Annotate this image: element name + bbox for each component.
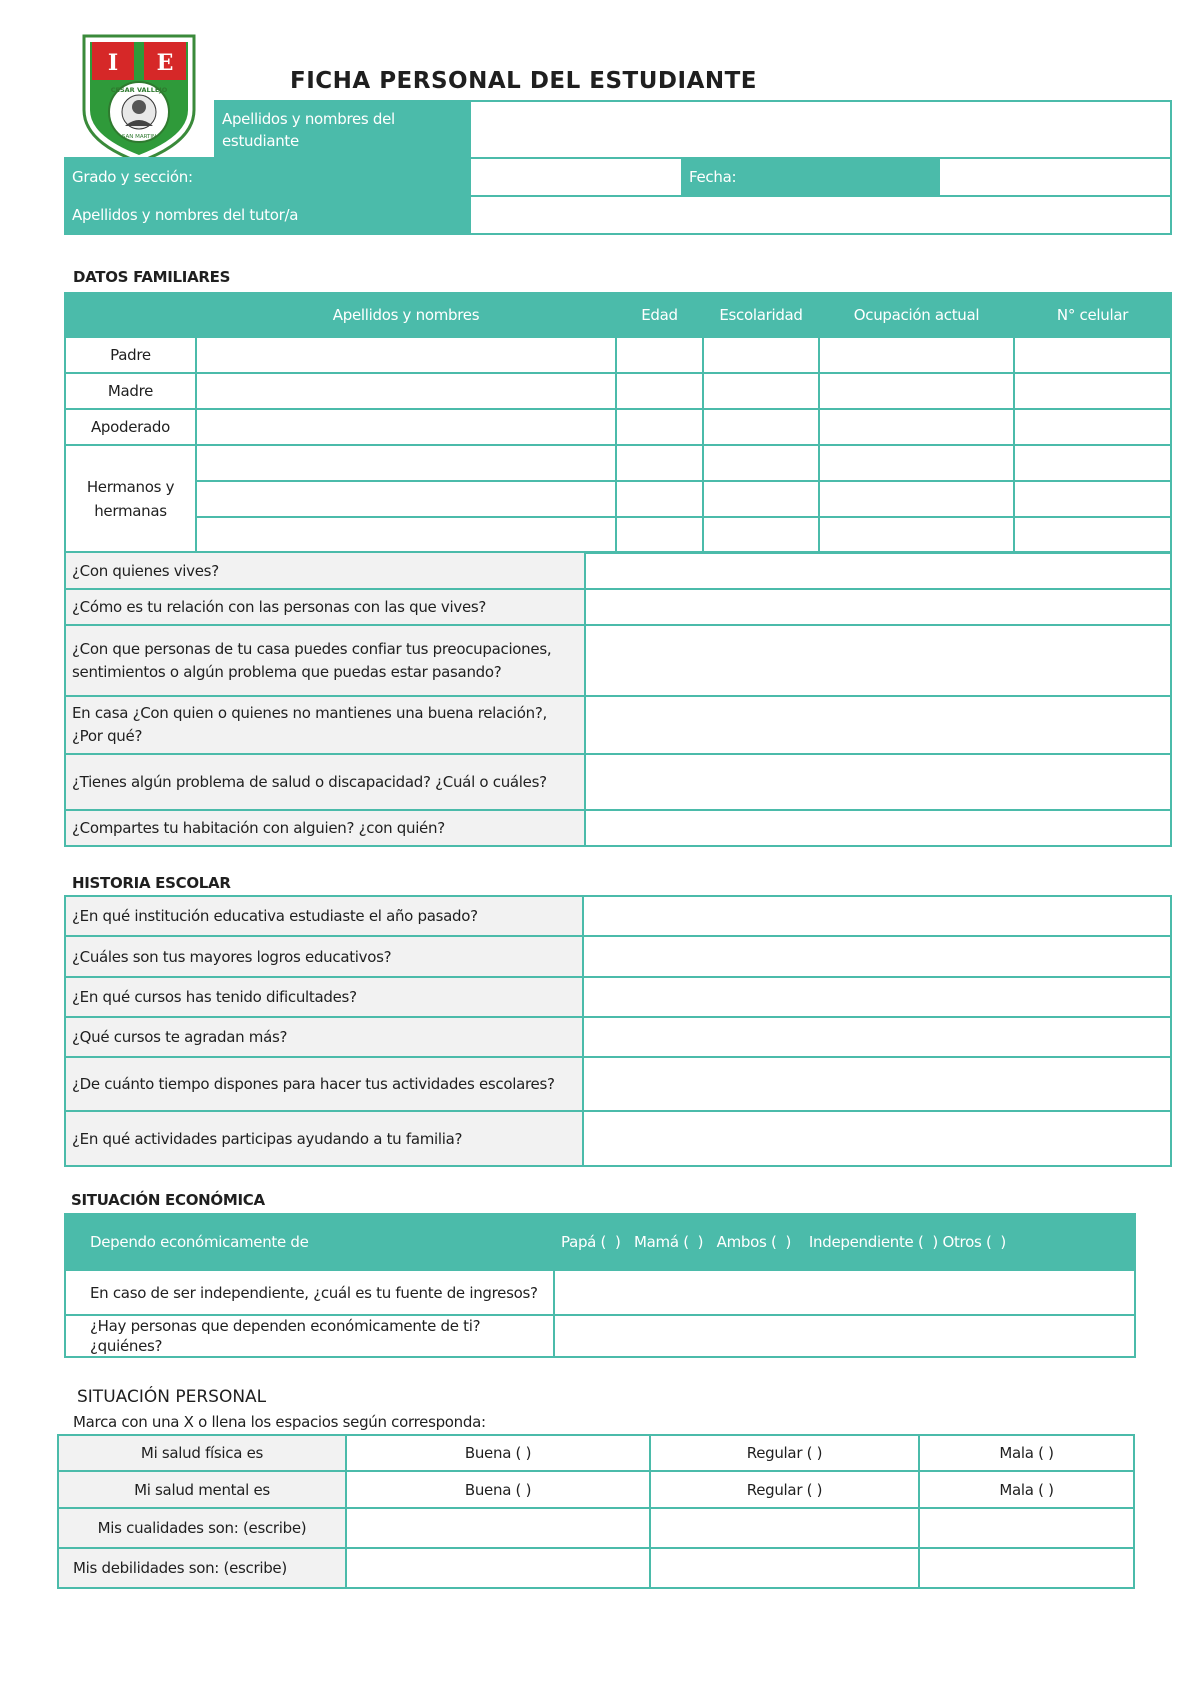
history-answer[interactable] bbox=[583, 1017, 1171, 1057]
grade-label: Grado y sección: bbox=[65, 158, 470, 196]
student-name-label: Apellidos y nombres del estudiante bbox=[215, 101, 470, 158]
guardian-schooling[interactable] bbox=[703, 409, 819, 445]
svg-text:I: I bbox=[107, 50, 119, 76]
qualities-field-3[interactable] bbox=[919, 1508, 1134, 1548]
family-table bbox=[64, 292, 1172, 554]
family-question: ¿Cómo es tu relación con las personas con las que vives? bbox=[65, 589, 585, 625]
sibling3-occupation[interactable] bbox=[819, 517, 1014, 553]
income-answer[interactable] bbox=[554, 1270, 1135, 1315]
economic-table bbox=[64, 1213, 1136, 1358]
physical-bad-option[interactable]: Mala ( ) bbox=[919, 1435, 1134, 1471]
history-question: ¿Cuáles son tus mayores logros educativos? bbox=[65, 936, 583, 977]
weaknesses-label: Mis debilidades son: (escribe) bbox=[58, 1548, 346, 1588]
mother-name[interactable] bbox=[196, 373, 616, 409]
sibling1-name[interactable] bbox=[196, 445, 616, 481]
row-mother-label: Madre bbox=[65, 373, 196, 409]
history-question: ¿En qué actividades participas ayudando a tu familia? bbox=[65, 1111, 583, 1166]
mother-age[interactable] bbox=[616, 373, 703, 409]
sibling1-age[interactable] bbox=[616, 445, 703, 481]
family-answer[interactable] bbox=[585, 810, 1171, 846]
physical-regular-option[interactable]: Regular ( ) bbox=[650, 1435, 919, 1471]
family-answer[interactable] bbox=[585, 589, 1171, 625]
history-answer[interactable] bbox=[583, 1057, 1171, 1111]
history-question: ¿En qué institución educativa estudiaste el año pasado? bbox=[65, 896, 583, 936]
sibling2-age[interactable] bbox=[616, 481, 703, 517]
physical-good-option[interactable]: Buena ( ) bbox=[346, 1435, 650, 1471]
student-header-table bbox=[64, 100, 1172, 235]
grade-field[interactable] bbox=[470, 158, 682, 196]
father-name[interactable] bbox=[196, 337, 616, 373]
qualities-field-1[interactable] bbox=[346, 1508, 650, 1548]
history-answer[interactable] bbox=[583, 936, 1171, 977]
sibling3-name[interactable] bbox=[196, 517, 616, 553]
family-answer[interactable] bbox=[585, 552, 1171, 589]
page-title: FICHA PERSONAL DEL ESTUDIANTE bbox=[290, 68, 758, 94]
guardian-age[interactable] bbox=[616, 409, 703, 445]
family-questions-table bbox=[64, 551, 1172, 847]
mental-bad-option[interactable]: Mala ( ) bbox=[919, 1471, 1134, 1508]
history-answer[interactable] bbox=[583, 977, 1171, 1017]
sibling3-phone[interactable] bbox=[1014, 517, 1171, 553]
school-history-heading: HISTORIA ESCOLAR bbox=[72, 874, 231, 892]
logo-cell bbox=[65, 101, 215, 158]
history-question: ¿En qué cursos has tenido dificultades? bbox=[65, 977, 583, 1017]
row-siblings-label: Hermanos y hermanas bbox=[65, 445, 196, 553]
qualities-field-2[interactable] bbox=[650, 1508, 919, 1548]
father-phone[interactable] bbox=[1014, 337, 1171, 373]
family-corner-cell bbox=[65, 293, 196, 337]
history-question: ¿De cuánto tiempo dispones para hacer tus actividades escolares? bbox=[65, 1057, 583, 1111]
date-label: Fecha: bbox=[682, 158, 939, 196]
qualities-label: Mis cualidades son: (escribe) bbox=[58, 1508, 346, 1548]
col-occupation: Ocupación actual bbox=[819, 293, 1014, 337]
svg-text:SAN MARTIN: SAN MARTIN bbox=[121, 134, 157, 140]
col-phone: N° celular bbox=[1014, 293, 1171, 337]
father-age[interactable] bbox=[616, 337, 703, 373]
economic-heading: SITUACIÓN ECONÓMICA bbox=[71, 1191, 265, 1209]
weaknesses-field-2[interactable] bbox=[650, 1548, 919, 1588]
income-question: En caso de ser independiente, ¿cuál es tu fuente de ingresos? bbox=[65, 1270, 554, 1315]
weaknesses-field-1[interactable] bbox=[346, 1548, 650, 1588]
guardian-occupation[interactable] bbox=[819, 409, 1014, 445]
sibling1-occupation[interactable] bbox=[819, 445, 1014, 481]
guardian-phone[interactable] bbox=[1014, 409, 1171, 445]
father-occupation[interactable] bbox=[819, 337, 1014, 373]
personal-heading: SITUACIÓN PERSONAL bbox=[77, 1387, 267, 1407]
personal-instruction: Marca con una X o llena los espacios según corresponda: bbox=[73, 1413, 486, 1431]
mother-occupation[interactable] bbox=[819, 373, 1014, 409]
family-question: ¿Tienes algún problema de salud o discapacidad? ¿Cuál o cuáles? bbox=[65, 754, 585, 810]
sibling2-name[interactable] bbox=[196, 481, 616, 517]
tutor-field[interactable] bbox=[470, 196, 1171, 234]
sibling3-age[interactable] bbox=[616, 517, 703, 553]
sibling2-occupation[interactable] bbox=[819, 481, 1014, 517]
svg-text:E: E bbox=[156, 50, 174, 76]
family-answer[interactable] bbox=[585, 625, 1171, 696]
col-schooling: Escolaridad bbox=[703, 293, 819, 337]
svg-text:CESAR VALLEJO: CESAR VALLEJO bbox=[110, 86, 168, 94]
physical-health-label: Mi salud física es bbox=[58, 1435, 346, 1471]
depends-options[interactable]: Papá ( ) Mamá ( ) Ambos ( ) Independiente ( ) Otros ( ) bbox=[554, 1214, 1135, 1270]
dependents-answer[interactable] bbox=[554, 1315, 1135, 1357]
dependents-question: ¿Hay personas que dependen económicamente de ti? ¿quiénes? bbox=[65, 1315, 554, 1357]
guardian-name[interactable] bbox=[196, 409, 616, 445]
sibling1-schooling[interactable] bbox=[703, 445, 819, 481]
mental-good-option[interactable]: Buena ( ) bbox=[346, 1471, 650, 1508]
family-question: ¿Compartes tu habitación con alguien? ¿con quién? bbox=[65, 810, 585, 846]
sibling2-phone[interactable] bbox=[1014, 481, 1171, 517]
history-answer[interactable] bbox=[583, 1111, 1171, 1166]
col-age: Edad bbox=[616, 293, 703, 337]
family-question: ¿Con quienes vives? bbox=[65, 552, 585, 589]
col-names: Apellidos y nombres bbox=[196, 293, 616, 337]
row-father-label: Padre bbox=[65, 337, 196, 373]
student-name-field[interactable] bbox=[470, 101, 1171, 158]
sibling1-phone[interactable] bbox=[1014, 445, 1171, 481]
personal-table bbox=[57, 1434, 1135, 1589]
history-answer[interactable] bbox=[583, 896, 1171, 936]
mental-regular-option[interactable]: Regular ( ) bbox=[650, 1471, 919, 1508]
tutor-label: Apellidos y nombres del tutor/a bbox=[65, 196, 470, 234]
sibling2-schooling[interactable] bbox=[703, 481, 819, 517]
weaknesses-field-3[interactable] bbox=[919, 1548, 1134, 1588]
school-history-table bbox=[64, 895, 1172, 1167]
row-guardian-label: Apoderado bbox=[65, 409, 196, 445]
date-field[interactable] bbox=[939, 158, 1171, 196]
depends-label: Dependo económicamente de bbox=[65, 1214, 554, 1270]
mother-schooling[interactable] bbox=[703, 373, 819, 409]
mother-phone[interactable] bbox=[1014, 373, 1171, 409]
father-schooling[interactable] bbox=[703, 337, 819, 373]
family-heading: DATOS FAMILIARES bbox=[73, 268, 231, 286]
family-question: En casa ¿Con quien o quienes no mantienes una buena relación?, ¿Por qué? bbox=[65, 696, 585, 754]
family-answer[interactable] bbox=[585, 696, 1171, 754]
history-question: ¿Qué cursos te agradan más? bbox=[65, 1017, 583, 1057]
mental-health-label: Mi salud mental es bbox=[58, 1471, 346, 1508]
sibling3-schooling[interactable] bbox=[703, 517, 819, 553]
family-answer[interactable] bbox=[585, 754, 1171, 810]
family-question: ¿Con que personas de tu casa puedes confiar tus preocupaciones, sentimientos o algún problema que puedas estar pasando? bbox=[65, 625, 585, 696]
